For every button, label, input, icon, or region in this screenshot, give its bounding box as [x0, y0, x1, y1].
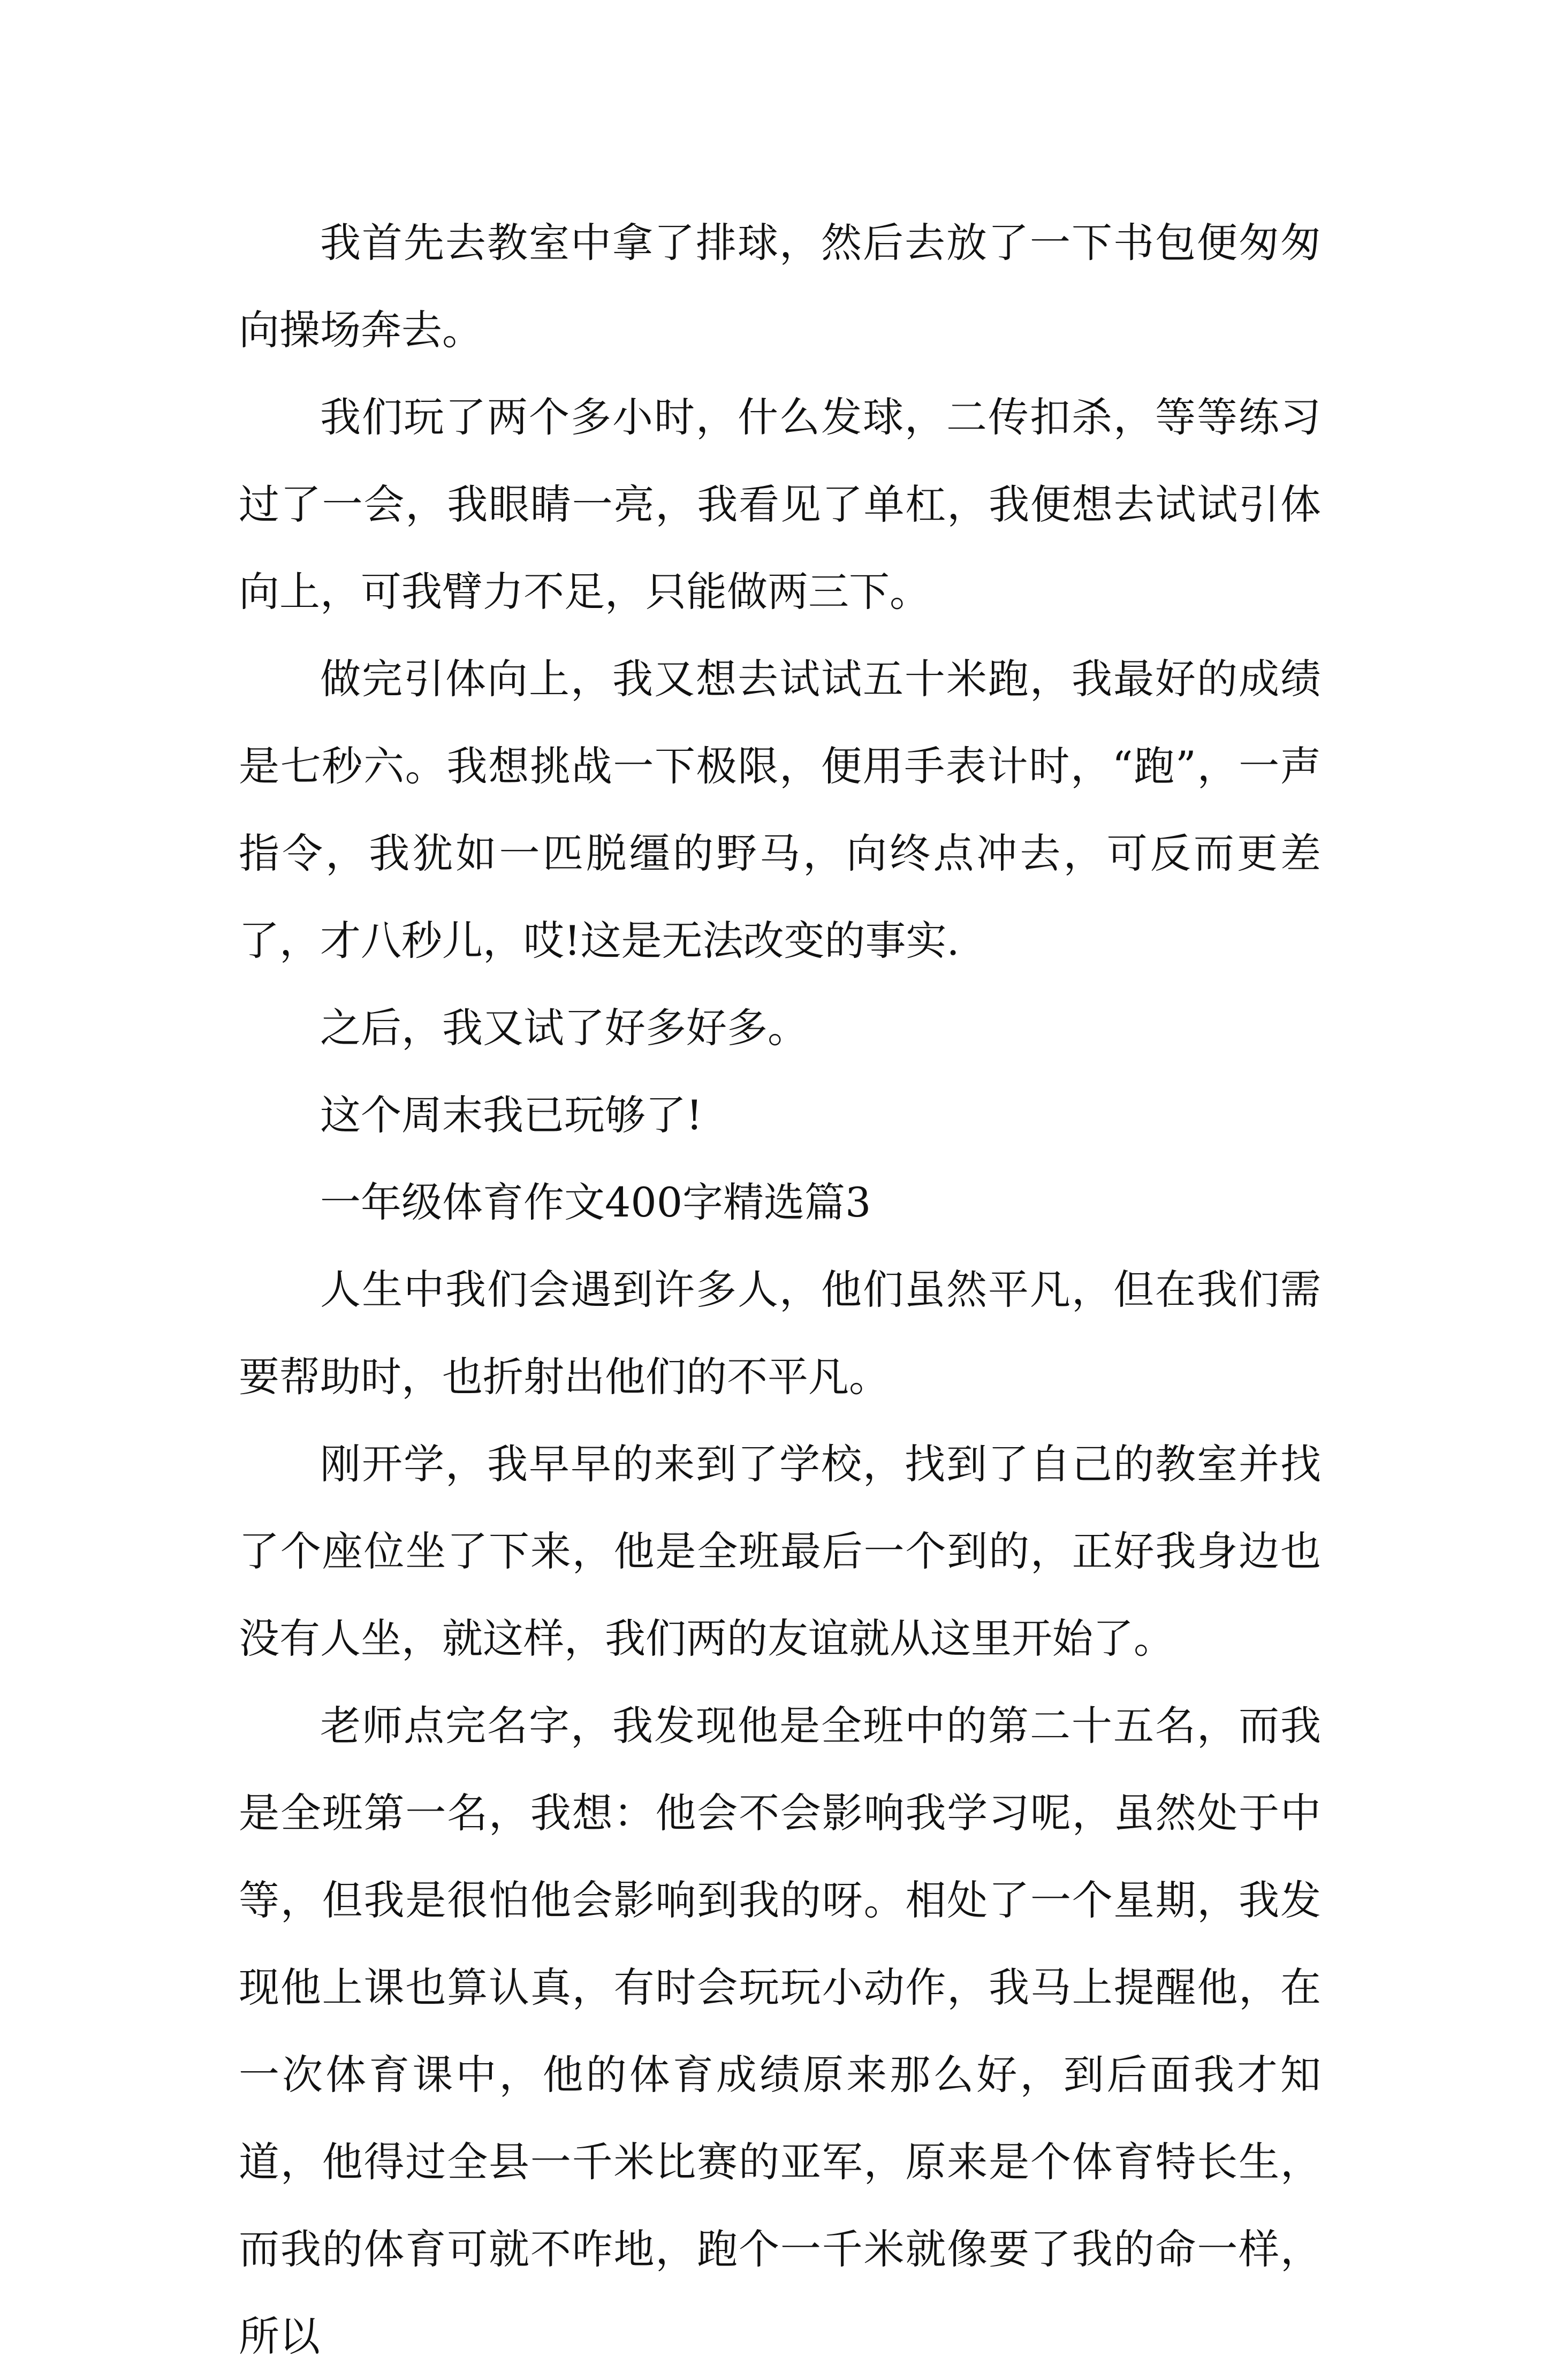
paragraph-1: 我首先去教室中拿了排球，然后去放了一下书包便匆匆向操场奔去。 — [239, 219, 1321, 354]
paragraph-2: 我们玩了两个多小时，什么发球，二传扣杀，等等练习过了一会，我眼睛一亮，我看见了单杠，我便想去试试引体向上，可我臂力不足，只能做两三下。 — [239, 393, 1321, 615]
paragraph-4: 之后，我又试了好多好多。 — [320, 1004, 808, 1052]
document-body — [239, 199, 1321, 2380]
paragraph-3: 做完引体向上，我又想去试试五十米跑，我最好的成绩是七秒六。我想挑战一下极限，便用手表计时，“跑”，一声指令，我犹如一匹脱缰的野马，向终点冲去，可反而更差了，才八秒儿，哎!这是无法改变的事实. — [239, 655, 1321, 964]
paragraph-5: 这个周末我已玩够了! — [320, 1091, 703, 1139]
paragraph-6: 人生中我们会遇到许多人，他们虽然平凡，但在我们需要帮助时，也折射出他们的不平凡。 — [239, 1266, 1321, 1401]
paragraph-8: 老师点完名字，我发现他是全班中的第二十五名，而我是全班第一名，我想：他会不会影响我学习呢，虽然处于中等，但我是很怕他会影响到我的呀。相处了一个星期，我发现他上课也算认真，有时会玩玩小动作，我马上提醒他，在一次体育课中，他的体育成绩原来那么好，到后面我才知道，他得过全县一千米比赛的亚军，原来是个体育特长生，而我的体育可就不咋地，跑个一千米就像要了我的命一样，所以 — [239, 1702, 1321, 2360]
paragraph-7: 刚开学，我早早的来到了学校，找到了自己的教室并找了个座位坐了下来，他是全班最后一个到的，正好我身边也没有人坐，就这样，我们两的友谊就从这里开始了。 — [239, 1440, 1321, 1662]
section-heading: 一年级体育作文400字精选篇3 — [320, 1178, 871, 1226]
